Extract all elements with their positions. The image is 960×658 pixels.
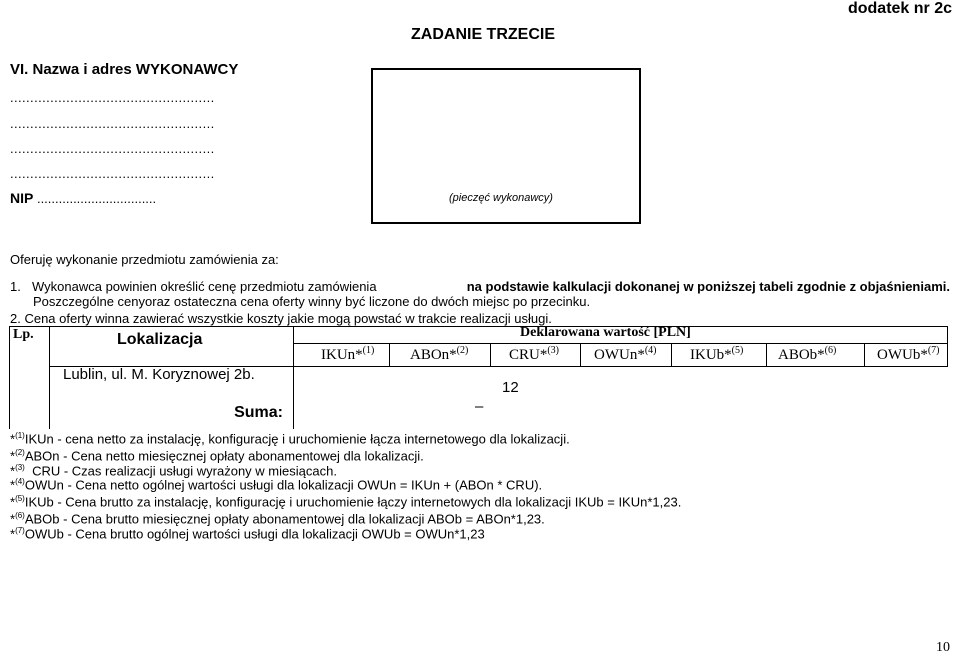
offer-text: Oferuję wykonanie przedmiotu zamówienia za: bbox=[10, 252, 279, 267]
col-header-owun bbox=[581, 344, 672, 366]
footnote-6-text: ABOb - Cena brutto miesięcznej opłaty abonamentowej dla lokalizacji ABOb = ABOn*1,23. bbox=[24, 511, 545, 527]
footnote-4 bbox=[10, 477, 542, 492]
instruction-item-1-line-2: Poszczególne cenyoraz ostateczna cena oferty winny być liczone do dwóch miejsc po przecinku. bbox=[33, 294, 591, 309]
col-header-ikun-marker: * bbox=[355, 347, 363, 363]
nip-dots: ................................. bbox=[33, 191, 157, 206]
col-header-cru-sup: (3) bbox=[547, 345, 560, 356]
sum-values-row bbox=[294, 398, 948, 429]
col-header-cru-marker: * bbox=[539, 347, 548, 363]
task-title: ZADANIE TRZECIE bbox=[411, 26, 555, 43]
footnote-7 bbox=[10, 526, 485, 541]
footnote-6-sup: (6) bbox=[15, 511, 25, 520]
sum-label-cell bbox=[49, 404, 294, 429]
footnote-4-text: OWUn - Cena netto ogólnej wartości usługi dla lokalizacji OWUn = IKUn + (ABOn * CRU). bbox=[24, 477, 543, 493]
footnote-1-sup: (1) bbox=[15, 431, 25, 440]
col-header-cru bbox=[491, 344, 581, 366]
footnote-7-text: OWUb - Cena brutto ogólnej wartości usługi dla lokalizacji OWUb = OWUn*1,23 bbox=[24, 526, 485, 542]
col-header-abon bbox=[390, 344, 491, 366]
col-header-owun-marker: * bbox=[637, 347, 645, 363]
instruction-item-1 bbox=[10, 279, 950, 294]
nip-field[interactable] bbox=[10, 190, 156, 206]
col-header-owub bbox=[865, 344, 948, 366]
footnote-5-sup: (5) bbox=[15, 494, 25, 503]
footnote-1-star: * bbox=[10, 431, 16, 447]
value-row bbox=[294, 366, 948, 404]
footnote-1-text: IKUn - cena netto za instalację, konfigurację i uruchomienie łącza internetowego dla lokalizacji. bbox=[24, 431, 570, 447]
contractor-dot-line-2[interactable]: ................................................... bbox=[10, 116, 215, 131]
sum-label: Suma: bbox=[234, 404, 283, 421]
footnote-1 bbox=[10, 431, 570, 446]
location-header-cell bbox=[49, 326, 294, 366]
col-header-ikub-label: IKUb bbox=[690, 347, 725, 363]
footnote-3-text: CRU - Czas realizacji usługi wyrażony w miesiącach. bbox=[24, 463, 337, 479]
col-header-cru-label: CRU bbox=[509, 347, 540, 363]
footnote-4-star: * bbox=[10, 477, 16, 493]
col-header-abon-marker: * bbox=[449, 347, 457, 363]
footnote-7-star: * bbox=[10, 526, 16, 542]
footnote-7-sup: (7) bbox=[15, 526, 25, 535]
footnote-3-star: * bbox=[10, 463, 16, 479]
footnote-5-star: * bbox=[10, 494, 16, 510]
footnote-6-star: * bbox=[10, 511, 16, 527]
footnote-3-sup: (3) bbox=[15, 463, 25, 472]
value-header-cell bbox=[294, 326, 948, 344]
location-cell[interactable] bbox=[49, 366, 294, 404]
footnote-5-text: IKUb - Cena brutto za instalację, konfigurację i uruchomienie łączy internetowych dla lokalizacji IKUb = IKUn*1,23. bbox=[24, 494, 682, 510]
col-header-ikun-sup: (1) bbox=[362, 345, 375, 356]
col-header-abon-sup: (2) bbox=[456, 345, 469, 356]
col-header-owun-sup: (4) bbox=[644, 345, 657, 356]
col-header-ikub bbox=[672, 344, 767, 366]
footnote-6 bbox=[10, 511, 545, 526]
item-1-number: 1. bbox=[10, 279, 21, 294]
col-header-abon-label: ABOn bbox=[410, 347, 450, 363]
value-header: Deklarowana wartość [PLN] bbox=[520, 325, 691, 340]
col-header-owub-marker: * bbox=[920, 347, 928, 363]
col-header-ikun-label: IKUn bbox=[321, 347, 356, 363]
col-header-owub-sup: (7) bbox=[927, 345, 940, 356]
contractor-dot-line-3[interactable]: ................................................... bbox=[10, 141, 215, 156]
appendix-label: dodatek nr 2c bbox=[847, 0, 952, 17]
stamp-caption: (pieczęć wykonawcy) bbox=[449, 192, 553, 204]
contractor-section-title: VI. Nazwa i adres WYKONAWCY bbox=[10, 61, 239, 78]
footnote-2 bbox=[10, 448, 424, 463]
contractor-dot-line-4[interactable]: ................................................... bbox=[10, 166, 215, 181]
item-1-text bbox=[32, 279, 950, 294]
item-1-text-plain: Wykonawca powinien określić cenę przedmiotu zamówienia bbox=[32, 279, 381, 294]
cru-value[interactable]: 12 bbox=[502, 379, 519, 396]
col-header-abob-sup: (6) bbox=[824, 345, 837, 356]
footnote-4-sup: (4) bbox=[15, 477, 25, 486]
col-header-ikub-marker: * bbox=[724, 347, 732, 363]
item-1-text-bold: na podstawie kalkulacji dokonanej w poniższej tabeli zgodnie z objaśnieniami. bbox=[466, 279, 950, 294]
footnote-5 bbox=[10, 494, 681, 509]
footnote-2-sup: (2) bbox=[15, 448, 25, 457]
location-value: Lublin, ul. M. Koryznowej 2b. bbox=[63, 366, 255, 383]
instruction-item-2: 2. Cena oferty winna zawierać wszystkie koszty jakie mogą powstać w trakcie realizacji usługi. bbox=[10, 311, 552, 326]
col-header-owun-label: OWUn bbox=[594, 347, 638, 363]
sum-cru-value[interactable]: – bbox=[475, 398, 484, 415]
col-header-abob-marker: * bbox=[817, 347, 825, 363]
col-header-ikun bbox=[294, 344, 390, 366]
footnote-2-text: ABOn - Cena netto miesięcznej opłaty abonamentowej dla lokalizacji. bbox=[24, 448, 424, 464]
col-header-ikub-sup: (5) bbox=[731, 345, 744, 356]
footnote-2-star: * bbox=[10, 448, 16, 464]
lp-header: Lp. bbox=[13, 327, 34, 342]
col-header-abob bbox=[767, 344, 865, 366]
location-header: Lokalizacja bbox=[117, 331, 203, 348]
col-header-owub-label: OWUb bbox=[877, 347, 921, 363]
lp-column bbox=[9, 326, 50, 429]
page-number: 10 bbox=[936, 640, 950, 655]
contractor-dot-line-1[interactable]: ................................................... bbox=[10, 90, 215, 105]
nip-label: NIP bbox=[10, 190, 34, 206]
col-header-abob-label: ABOb bbox=[778, 347, 818, 363]
